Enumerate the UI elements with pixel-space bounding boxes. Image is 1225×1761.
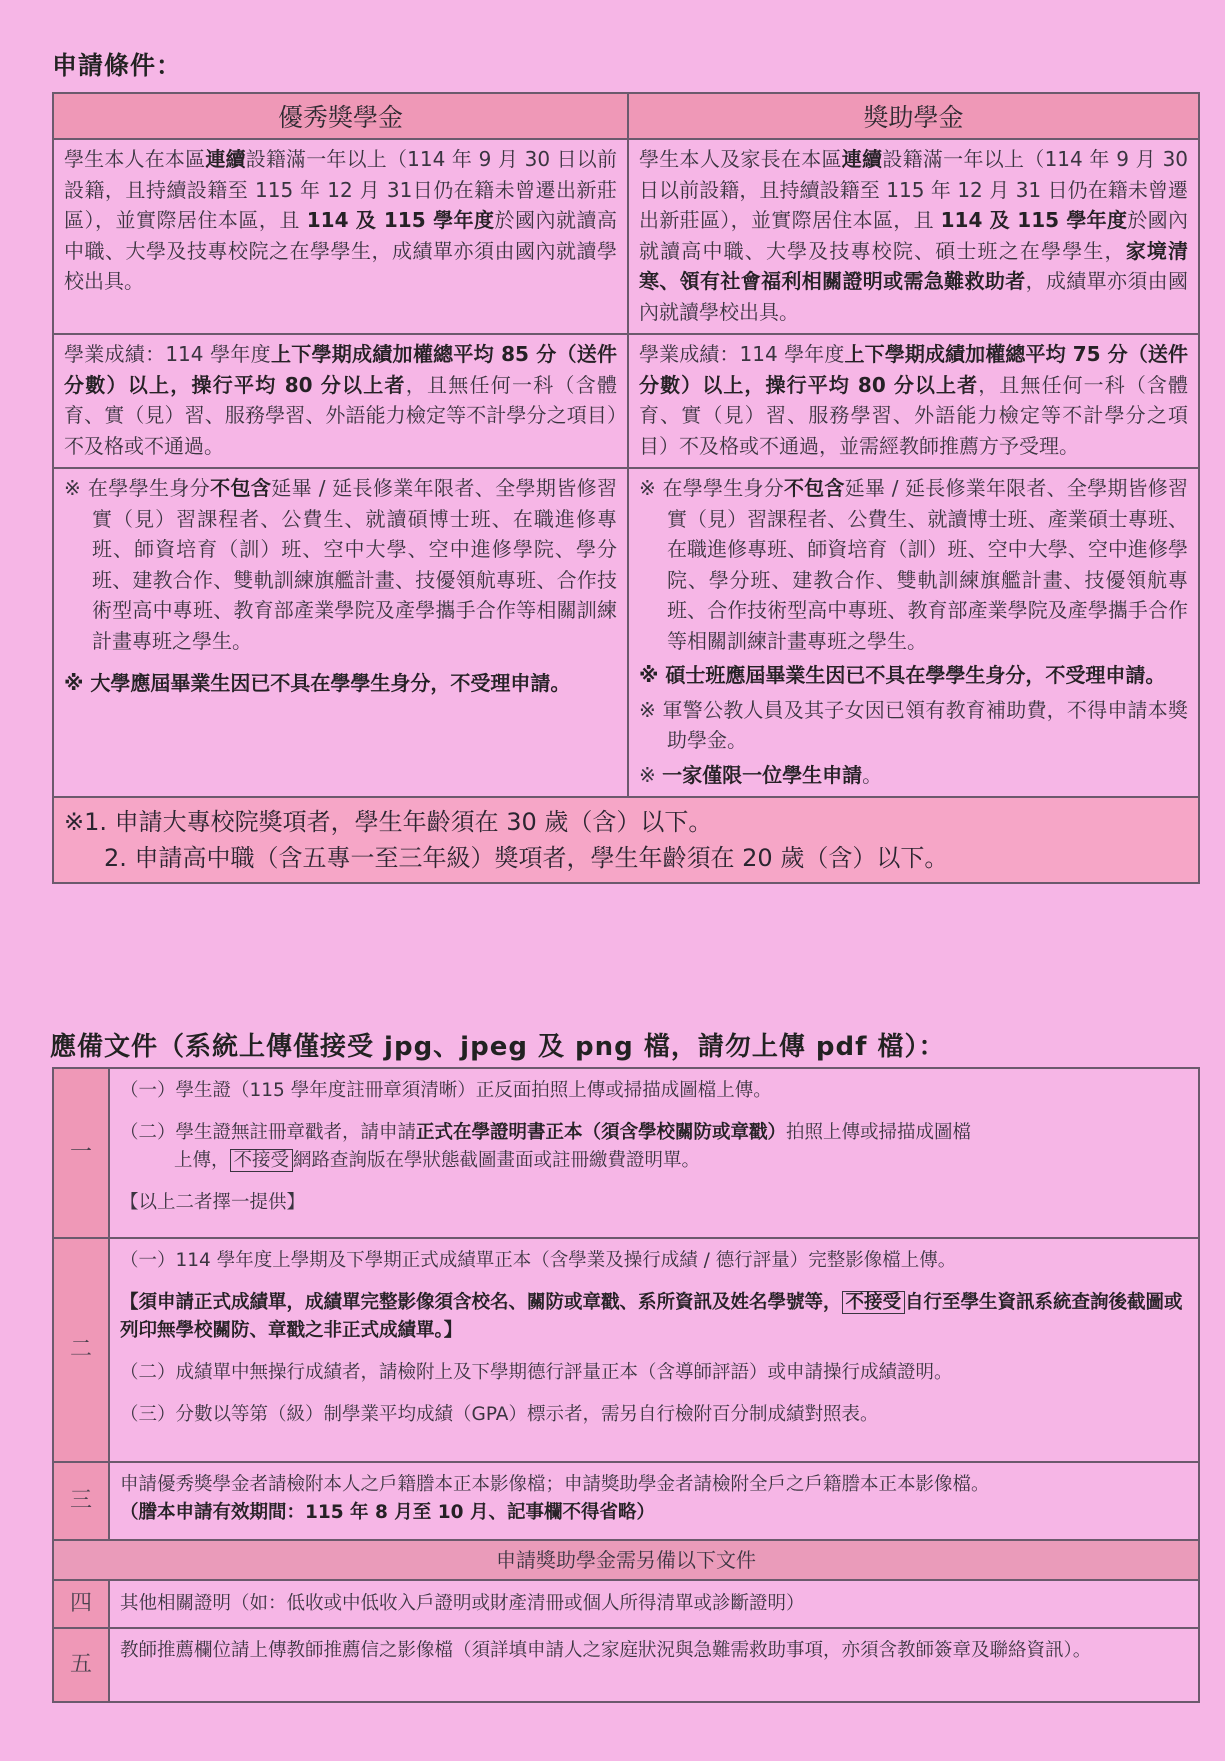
student-id-item: （一）學生證（115 學年度註冊章須清晰）正反面拍照上傳或掃描成圖檔上傳。 <box>120 1080 772 1101</box>
not-accepted-box-2: 不接受 <box>842 1291 906 1314</box>
documents-row-3-text <box>109 1462 1199 1540</box>
row-number-2: 二 <box>53 1238 109 1462</box>
row-number-3: 三 <box>53 1462 109 1540</box>
gpa-item: （三）分數以等第（級）制學業平均成績（GPA）標示者，需另自行檢附百分制成績對照表。 <box>120 1404 879 1425</box>
aid-note-exclusions: ※ 在學學生身分不包含延畢 / 延長修業年限者、全學期皆修習實（見）習課程者、公費生、就讀博士班、產業碩士專班、在職進修專班、師資培育（訓）班、空中大學、空中進修學院、學分班、建教合作、雙軌訓練旗艦計畫、技優領航專班、合作技術型高中專班、教育部產業學院及產學攜手合作等相關訓練計畫專班之學生。 <box>638 476 1189 653</box>
documents-row-2-text <box>109 1238 1199 1462</box>
conditions-table <box>52 92 1200 884</box>
excellence-note-exclusions: ※ 在學學生身分不包含延畢 / 延長修業年限者、全學期皆修習實（見）習課程者、公費生、就讀碩博士班、在職進修專班、師資培育（訓）班、空中大學、空中進修學院、學分班、建教合作、雙軌訓練旗艦計畫、技優領航專班、合作技術型高中專班、教育部產業學院及產學攜手合作等相關訓練計畫專班之學生。 <box>64 476 617 653</box>
aid-extra-docs-header-row <box>53 1540 1199 1580</box>
documents-row-1-text <box>109 1068 1199 1238</box>
documents-row-1 <box>53 1068 1199 1238</box>
age-requirement-college: ※1. 申請大專校院獎項者，學生年齡須在 30 歲（含）以下。 <box>64 808 713 836</box>
aid-notes-cell <box>628 468 1199 797</box>
residency-row <box>53 139 1199 334</box>
aid-note-graduates: ※ 碩士班應屆畢業生因已不具在學學生身分，不受理申請。 <box>638 663 1166 687</box>
aid-grades-cell: 學業成績：114 學年度上下學期成績加權總平均 75 分（送件分數）以上，操行平均 80 分以上者，且無任何一科（含體育、實（見）習、服務學習、外語能力檢定等不計學分之項目）不及格或不通過，並需經教師推薦方予受理。 <box>628 334 1199 468</box>
household-register-item: 申請優秀獎學金者請檢附本人之戶籍謄本正本影像檔；申請獎助學金者請檢附全戶之戶籍謄本正本影像檔。 <box>120 1474 990 1495</box>
excellence-grades-cell: 學業成績：114 學年度上下學期成績加權總平均 85 分（送件分數）以上，操行平均 80 分以上者，且無任何一科（含體育、實（見）習、服務學習、外語能力檢定等不計學分之項目）不及格或不通過。 <box>53 334 628 468</box>
documents-heading: 應備文件（系統上傳僅接受 jpg、jpeg 及 png 檔，請勿上傳 pdf 檔）： <box>50 1032 946 1062</box>
documents-row-2 <box>53 1238 1199 1462</box>
documents-table <box>52 1067 1200 1703</box>
documents-row-5 <box>53 1628 1199 1702</box>
row-number-5: 五 <box>53 1628 109 1702</box>
conditions-heading: 申請條件： <box>52 51 183 80</box>
financial-aid-header: 獎助學金 <box>628 93 1199 139</box>
age-requirements-cell <box>53 797 1199 883</box>
excellence-scholarship-header: 優秀獎學金 <box>53 93 628 139</box>
aid-note-civil-servants: ※ 軍警公教人員及其子女因已領有教育補助費，不得申請本獎助學金。 <box>638 697 1188 752</box>
household-register-validity: （謄本申請有效期間：115 年 8 月至 10 月、記事欄不得省略） <box>120 1502 655 1523</box>
transcript-item: （一）114 學年度上學期及下學期正式成績單正本（含學業及操行成績 / 德行評量）完整影像檔上傳。 <box>120 1250 957 1271</box>
not-accepted-box: 不接受 <box>230 1149 294 1172</box>
documents-row-3 <box>53 1462 1199 1540</box>
aid-note-one-per-family: ※ 一家僅限一位學生申請。 <box>638 762 883 787</box>
row-number-4: 四 <box>53 1580 109 1628</box>
aid-extra-docs-header: 申請獎助學金需另備以下文件 <box>53 1540 1199 1580</box>
conditions-header-row <box>53 93 1199 139</box>
aid-residency-cell: 學生本人及家長在本區連續設籍滿一年以上（114 年 9 月 30 日以前設籍，且持續設籍至 115 年 12 月 31 日仍在籍未曾遷出新莊區），並實際居住本區，且 114 及 115 學年度於國內就讀高中職、大學及技專校院、碩士班之在學學生，家境清寒、領有社會福利相關證明或需急難救助者，成績單亦須由國內就讀學校出具。 <box>628 139 1199 334</box>
notes-row <box>53 468 1199 797</box>
age-requirement-highschool: 2. 申請高中職（含五專一至三年級）獎項者，學生年齡須在 20 歲（含）以下。 <box>104 844 949 872</box>
documents-row-4 <box>53 1580 1199 1628</box>
excellence-residency-cell: 學生本人在本區連續設籍滿一年以上（114 年 9 月 30 日以前設籍，且持續設籍至 115 年 12 月 31日仍在籍未曾遷出新莊區），並實際居住本區，且 114 及 115 學年度於國內就讀高中職、大學及技專校院之在學學生，成績單亦須由國內就讀學校出具。 <box>53 139 628 334</box>
transcript-requirement-note: 【須申請正式成績單，成績單完整影像須含校名、關防或章戳、系所資訊及姓名學號等， 不接受 自行至學生資訊系統查詢後截圖或列印無學校關防、章戳之非正式成績單。】 <box>120 1292 1183 1341</box>
teacher-recommendation-item: 教師推薦欄位請上傳教師推薦信之影像檔（須詳填申請人之家庭狀況與急難需救助事項，亦須含教師簽章及聯絡資訊）。 <box>109 1628 1199 1702</box>
excellence-note-graduates: ※ 大學應屆畢業生因已不具在學學生身分，不受理申請。 <box>64 671 571 695</box>
enrollment-cert-item: （二）學生證無註冊章戳者，請申請正式在學證明書正本（須含學校關防或章戳）拍照上傳或掃描成圖檔 上傳， 不接受 網路查詢版在學狀態截圖畫面或註冊繳費證明單。 <box>120 1122 972 1171</box>
row-number-1: 一 <box>53 1068 109 1238</box>
conduct-grade-item: （二）成績單中無操行成績者，請檢附上及下學期德行評量正本（含導師評語）或申請操行成績證明。 <box>120 1362 953 1383</box>
choose-one-note: 【以上二者擇一提供】 <box>120 1192 306 1213</box>
other-proof-item: 其他相關證明（如：低收或中低收入戶證明或財產清冊或個人所得清單或診斷證明） <box>109 1580 1199 1628</box>
grades-row <box>53 334 1199 468</box>
excellence-notes-cell <box>53 468 628 797</box>
age-row <box>53 797 1199 883</box>
